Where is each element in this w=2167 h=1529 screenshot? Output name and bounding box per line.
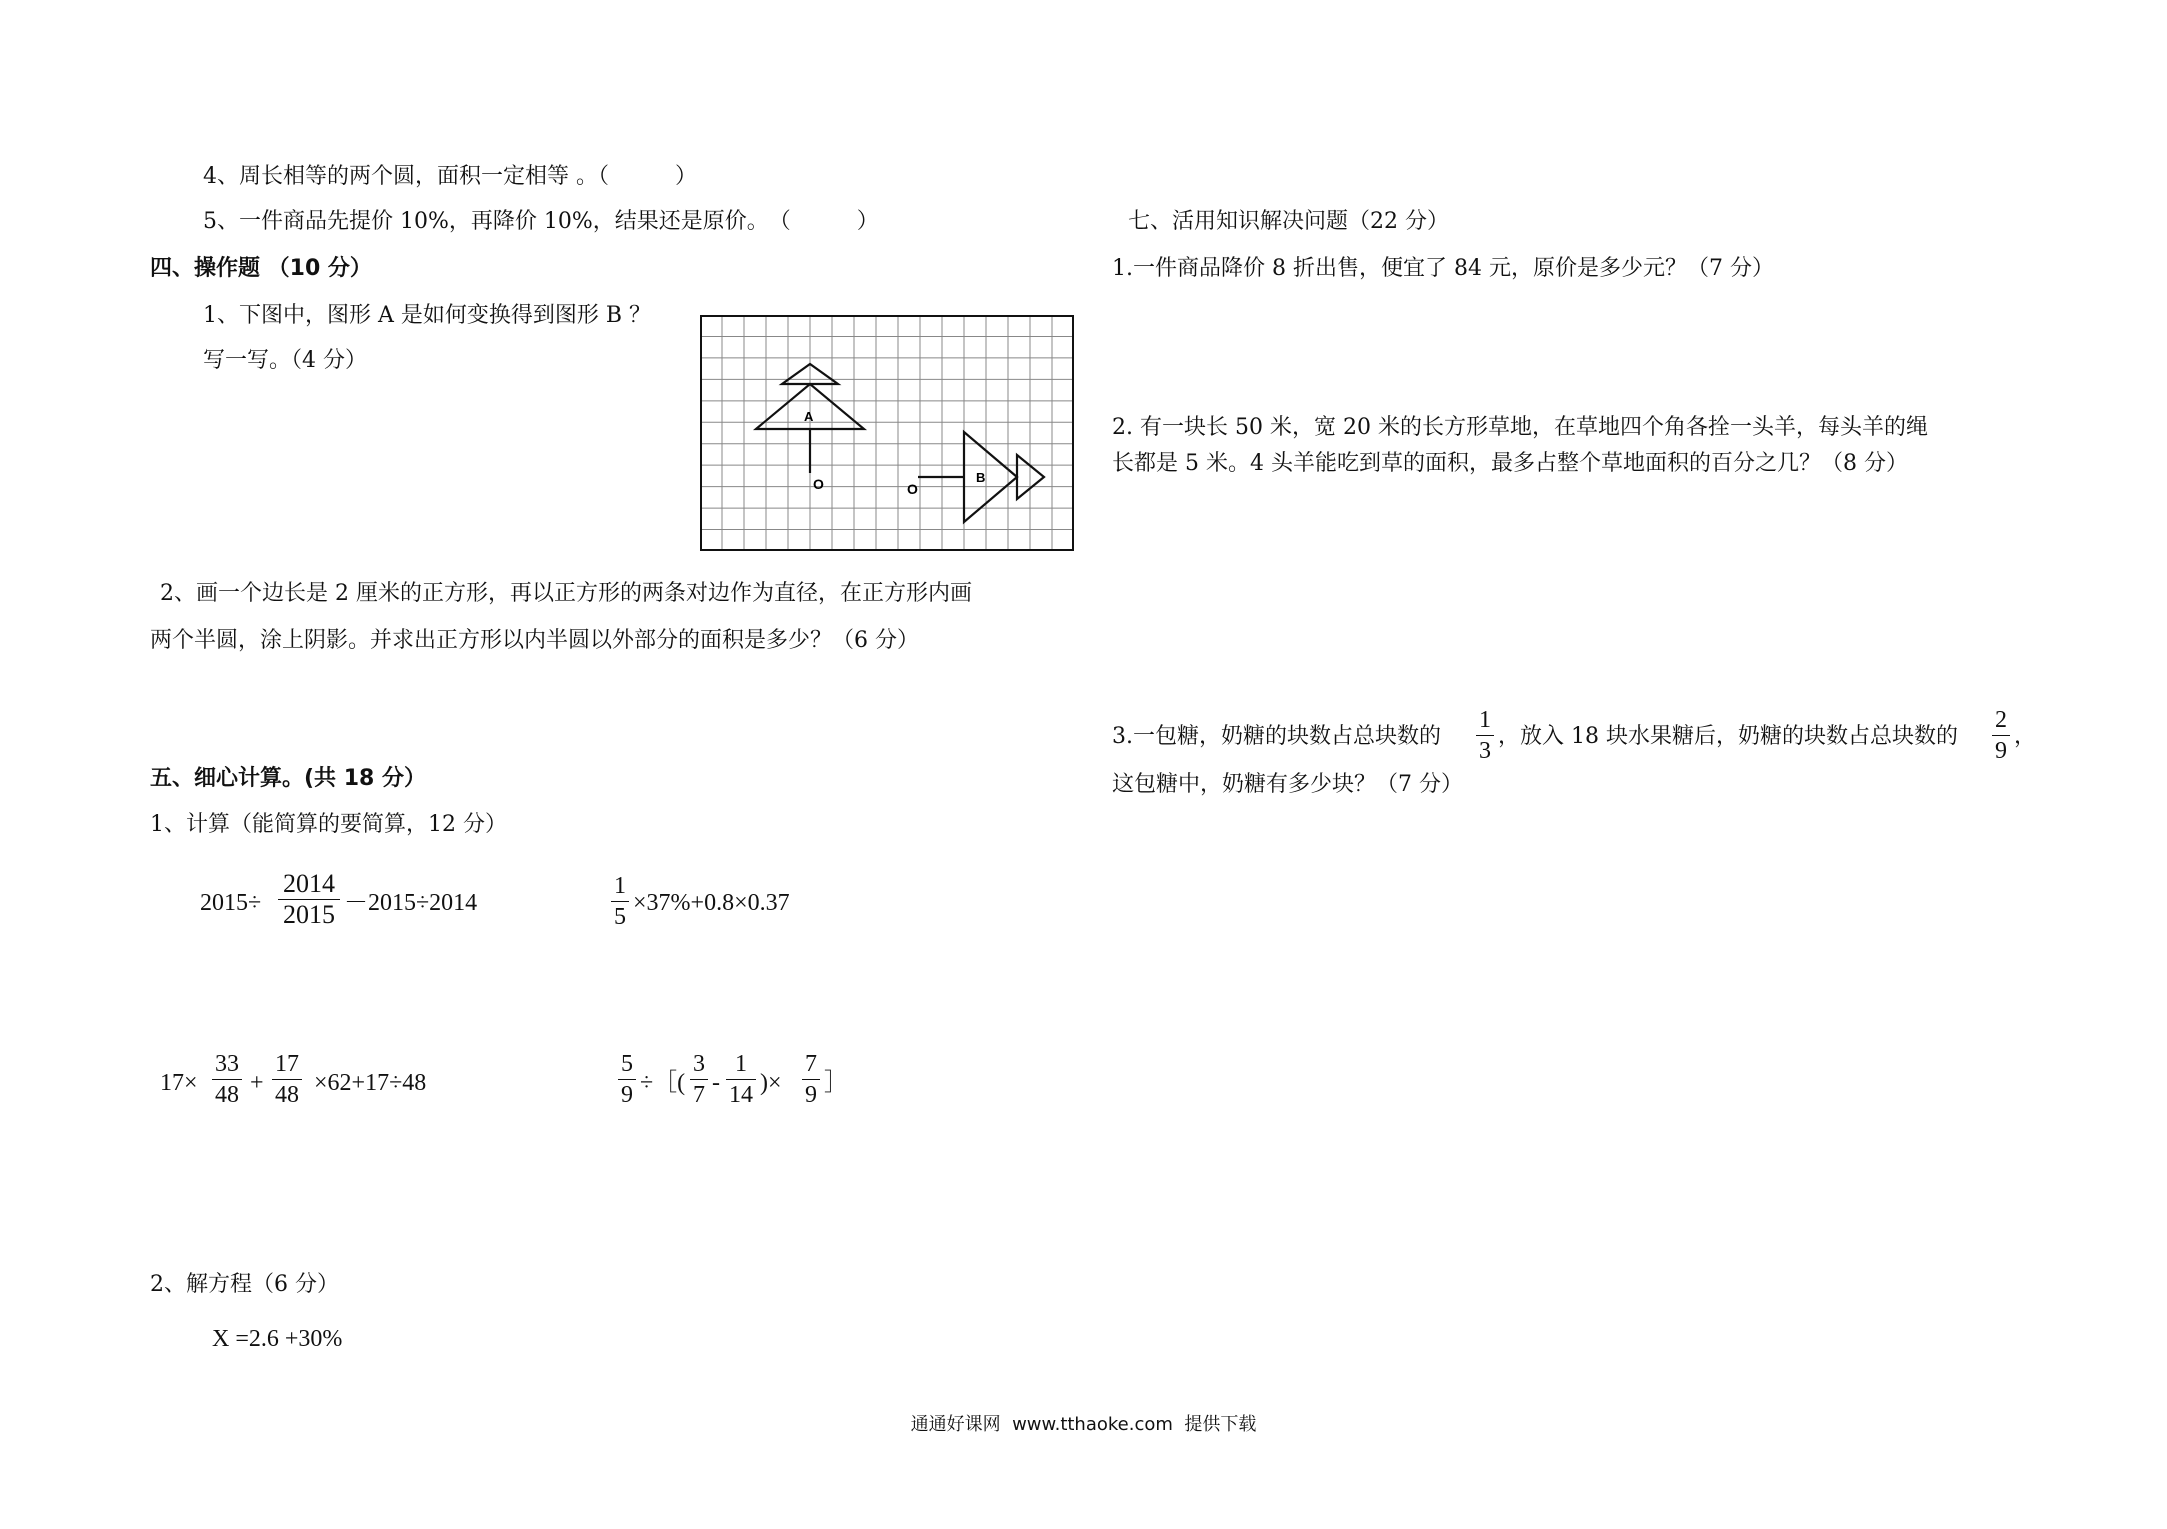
expression-3-fraction-1 xyxy=(212,1050,242,1109)
fraction-bar xyxy=(726,1079,756,1080)
problem-3-part-c: ， xyxy=(2014,724,2037,749)
true-false-item-4: 4、周长相等的两个圆，面积一定相等 。（ ） xyxy=(203,164,697,189)
fraction-bar xyxy=(802,1079,820,1080)
expression-3-plus: + xyxy=(250,1070,264,1096)
fraction-numerator: 33 xyxy=(215,1051,239,1077)
fraction-bar xyxy=(1992,735,2010,736)
expression-4-fraction-2 xyxy=(690,1050,708,1109)
fraction-bar xyxy=(1476,735,1494,736)
fraction-denominator: 9 xyxy=(805,1082,817,1108)
expression-1-part-b: －2015÷2014 xyxy=(344,890,478,916)
point-o-label-a: O xyxy=(813,476,824,492)
problem-1: 1.一件商品降价 8 折出售，便宜了 84 元，原价是多少元？（7 分） xyxy=(1112,256,1774,281)
figure-b-label: B xyxy=(976,470,986,485)
expression-4-fraction-1 xyxy=(618,1050,636,1109)
fraction-numerator: 1 xyxy=(614,873,626,899)
expression-1-fraction xyxy=(278,870,340,929)
fraction-numerator: 5 xyxy=(621,1051,633,1077)
fraction-numerator: 7 xyxy=(805,1051,817,1077)
fraction-bar xyxy=(611,901,629,902)
true-false-item-5: 5、一件商品先提价 10%，再降价 10%，结果还是原价。 （ ） xyxy=(203,209,879,234)
expression-3-part-b: ×62+17÷48 xyxy=(314,1070,427,1096)
fraction-denominator: 9 xyxy=(1995,738,2007,764)
operation-question-2-line-2: 两个半圆，涂上阴影。并求出正方形以内半圆以外部分的面积是多少？（6 分） xyxy=(150,628,919,653)
fraction-denominator: 3 xyxy=(1479,738,1491,764)
expression-4-minus: - xyxy=(712,1070,720,1096)
operation-question-1-line-2: 写一写。（4 分） xyxy=(203,348,367,373)
fraction-denominator: 48 xyxy=(275,1082,299,1108)
grid-border xyxy=(701,316,1073,550)
expression-4-op-1: ÷［( xyxy=(640,1070,686,1096)
problem-2-line-2: 长都是 5 米。4 头羊能吃到草的面积，最多占整个草地面积的百分之几？（8 分） xyxy=(1112,451,1908,476)
grid-lines xyxy=(700,315,1074,551)
fraction-numerator: 1 xyxy=(735,1051,747,1077)
point-o-label-b: O xyxy=(907,481,918,497)
transformation-grid-figure xyxy=(700,315,1074,551)
operation-question-2-line-1: 2、画一个边长是 2 厘米的正方形，再以正方形的两条对边作为直径，在正方形内画 xyxy=(160,581,972,606)
fraction-denominator: 48 xyxy=(215,1082,239,1108)
fraction-bar xyxy=(618,1079,636,1080)
problem-3-line-2: 这包糖中，奶糖有多少块？（7 分） xyxy=(1112,772,1463,797)
expression-4-fraction-4 xyxy=(802,1050,820,1109)
expression-4-fraction-3 xyxy=(726,1050,756,1109)
fraction-denominator: 9 xyxy=(621,1082,633,1108)
fraction-bar xyxy=(212,1079,242,1080)
fraction-numerator: 2 xyxy=(1995,707,2007,733)
expression-2-part-b: ×37%+0.8×0.37 xyxy=(633,890,790,916)
problem-3-part-b: ，放入 18 块水果糖后，奶糖的块数占总块数的 xyxy=(1498,724,1958,749)
fraction-denominator: 2015 xyxy=(283,900,335,929)
fraction-numerator: 17 xyxy=(275,1051,299,1077)
expression-3-part-a: 17× xyxy=(160,1070,198,1096)
equation-title: 2、解方程（6 分） xyxy=(150,1272,339,1297)
expression-1-part-a: 2015÷ xyxy=(200,890,262,916)
fraction-denominator: 5 xyxy=(614,904,626,930)
section-7-title: 七、活用知识解决问题（22 分） xyxy=(1128,209,1449,234)
fraction-numerator: 2014 xyxy=(283,869,335,898)
operation-question-1-line-1: 1、下图中，图形 A 是如何变换得到图形 B ？ xyxy=(203,303,652,328)
fraction-numerator: 1 xyxy=(1479,707,1491,733)
figure-a-label: A xyxy=(804,409,814,424)
expression-3-fraction-2 xyxy=(272,1050,302,1109)
fraction-bar xyxy=(690,1079,708,1080)
expression-4-op-2: )× xyxy=(760,1070,782,1096)
expression-4-close: ］ xyxy=(824,1070,848,1096)
equation: X =2.6 +30% xyxy=(212,1326,343,1352)
fraction-bar xyxy=(272,1079,302,1080)
calculation-title: 1、计算（能简算的要简算，12 分） xyxy=(150,812,507,837)
expression-2-fraction xyxy=(611,872,629,931)
problem-3-part-a: 3.一包糖，奶糖的块数占总块数的 xyxy=(1112,724,1441,749)
fraction-numerator: 3 xyxy=(693,1051,705,1077)
section-4-title: 四、操作题 （10 分） xyxy=(150,256,372,281)
problem-2-line-1: 2. 有一块长 50 米，宽 20 米的长方形草地，在草地四个角各拴一头羊，每头羊的绳 xyxy=(1112,415,1928,440)
footer-source: 通通好课网 www.tthaoke.com 提供下载 xyxy=(910,1414,1257,1435)
problem-3-fraction-2 xyxy=(1992,706,2010,765)
section-5-title: 五、细心计算。(共 18 分） xyxy=(150,766,426,791)
fraction-denominator: 14 xyxy=(729,1082,753,1108)
fraction-denominator: 7 xyxy=(693,1082,705,1108)
problem-3-fraction-1 xyxy=(1476,706,1494,765)
